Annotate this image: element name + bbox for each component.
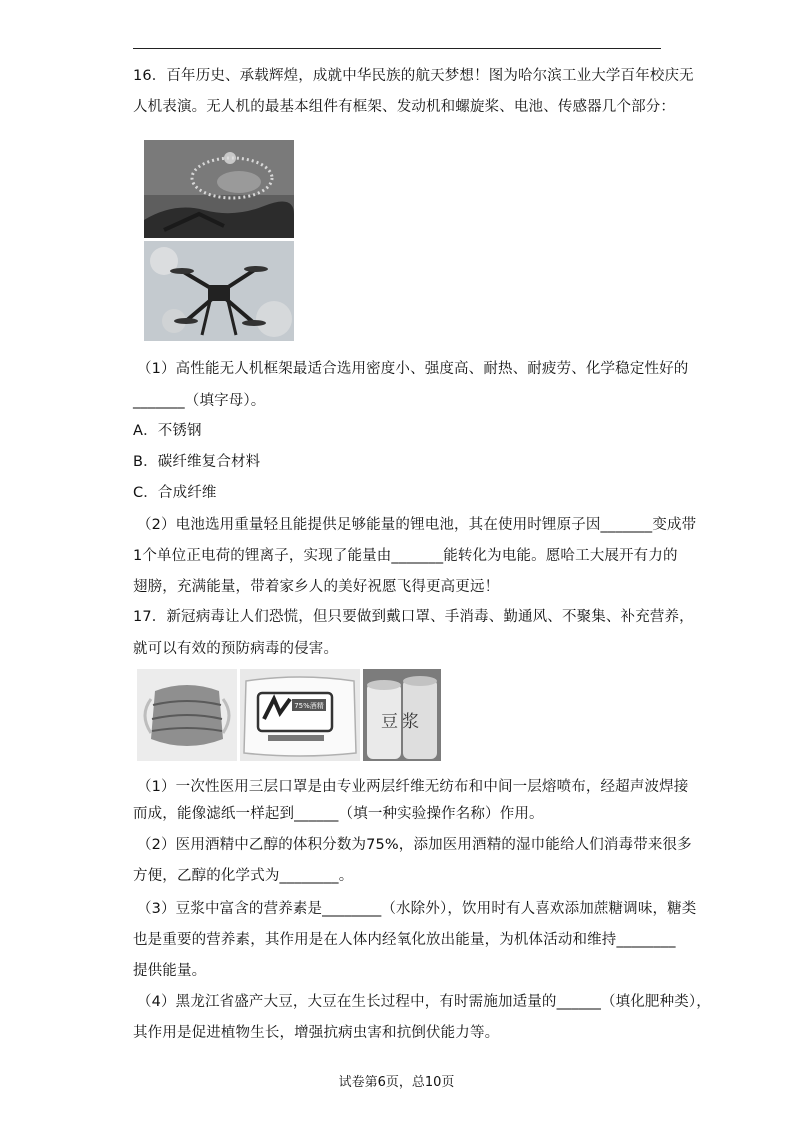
face-mask-image <box>137 669 237 761</box>
quadcopter-image <box>144 241 294 341</box>
wipes-label: 75%酒精 <box>294 702 324 710</box>
alcohol-wipes-photo <box>240 669 360 761</box>
q16-part2-line2: 1个单位正电荷的锂离子，实现了能量由_______能转化为电能。愿哈工大展开有力的 <box>133 548 678 564</box>
q16-part1-line2: _______（填字母）。 <box>133 393 266 409</box>
q17-part3-line2: 也是重要的营养素，其作用是在人体内经氧化放出能量，为机体活动和维持________ <box>133 932 676 948</box>
fireworks-drone-photo <box>144 140 294 238</box>
soy-milk-photo <box>363 669 441 761</box>
q16-option-a: A．不锈钢 <box>133 423 202 439</box>
q16-stem-line1: 16．百年历史、承载辉煌，成就中华民族的航天梦想！图为哈尔滨工业大学百年校庆无 <box>133 68 694 84</box>
q17-part1-line2: 而成，能像滤纸一样起到______（填一种实验操作名称）作用。 <box>133 806 544 822</box>
q16-option-b: B．碳纤维复合材料 <box>133 454 261 470</box>
q17-part1-line1: （1）一次性医用三层口罩是由专业两层纤维无纺布和中间一层熔喷布，经超声波焊接 <box>137 779 689 795</box>
soy-milk-image <box>363 669 441 761</box>
header-rule <box>133 48 661 49</box>
q17-part4-line2: 其作用是促进植物生长，增强抗病虫害和抗倒伏能力等。 <box>133 1025 500 1041</box>
page-footer: 试卷第6页，总10页 <box>338 1075 455 1090</box>
q17-part2-line1: （2）医用酒精中乙醇的体积分数为75%，添加医用酒精的湿巾能给人们消毒带来很多 <box>137 837 692 853</box>
q17-part3-line1: （3）豆浆中富含的营养素是________（水除外），饮用时有人喜欢添加蔗糖调味，糖类 <box>137 901 697 917</box>
soy-milk-label: 豆浆 <box>381 712 423 732</box>
alcohol-wipes-image <box>240 669 360 761</box>
fireworks-drone-image <box>144 140 294 238</box>
quadcopter-photo <box>144 241 294 341</box>
q16-part2-line1: （2）电池选用重量轻且能提供足够能量的锂电池，其在使用时锂原子因_______变成带 <box>137 517 697 533</box>
q16-part1-line1: （1）高性能无人机框架最适合选用密度小、强度高、耐热、耐疲劳、化学稳定性好的 <box>137 361 689 377</box>
q17-stem-line2: 就可以有效的预防病毒的侵害。 <box>133 641 339 657</box>
q16-option-c: C．合成纤维 <box>133 485 217 501</box>
face-mask-photo <box>137 669 237 761</box>
q16-stem-line2: 人机表演。无人机的最基本组件有框架、发动机和螺旋桨、电池、传感器几个部分： <box>133 99 676 115</box>
q17-part4-line1: （4）黑龙江省盛产大豆，大豆在生长过程中，有时需施加适量的______（填化肥种类）， <box>137 994 711 1010</box>
q17-part3-line3: 提供能量。 <box>133 963 207 979</box>
q16-part2-line3: 翅膀，充满能量，带着家乡人的美好祝愿飞得更高更远！ <box>133 579 500 595</box>
q17-stem-line1: 17．新冠病毒让人们恐慌，但只要做到戴口罩、手消毒、勤通风、不聚集、补充营养， <box>133 609 694 625</box>
q17-part2-line2: 方便，乙醇的化学式为________。 <box>133 868 354 884</box>
